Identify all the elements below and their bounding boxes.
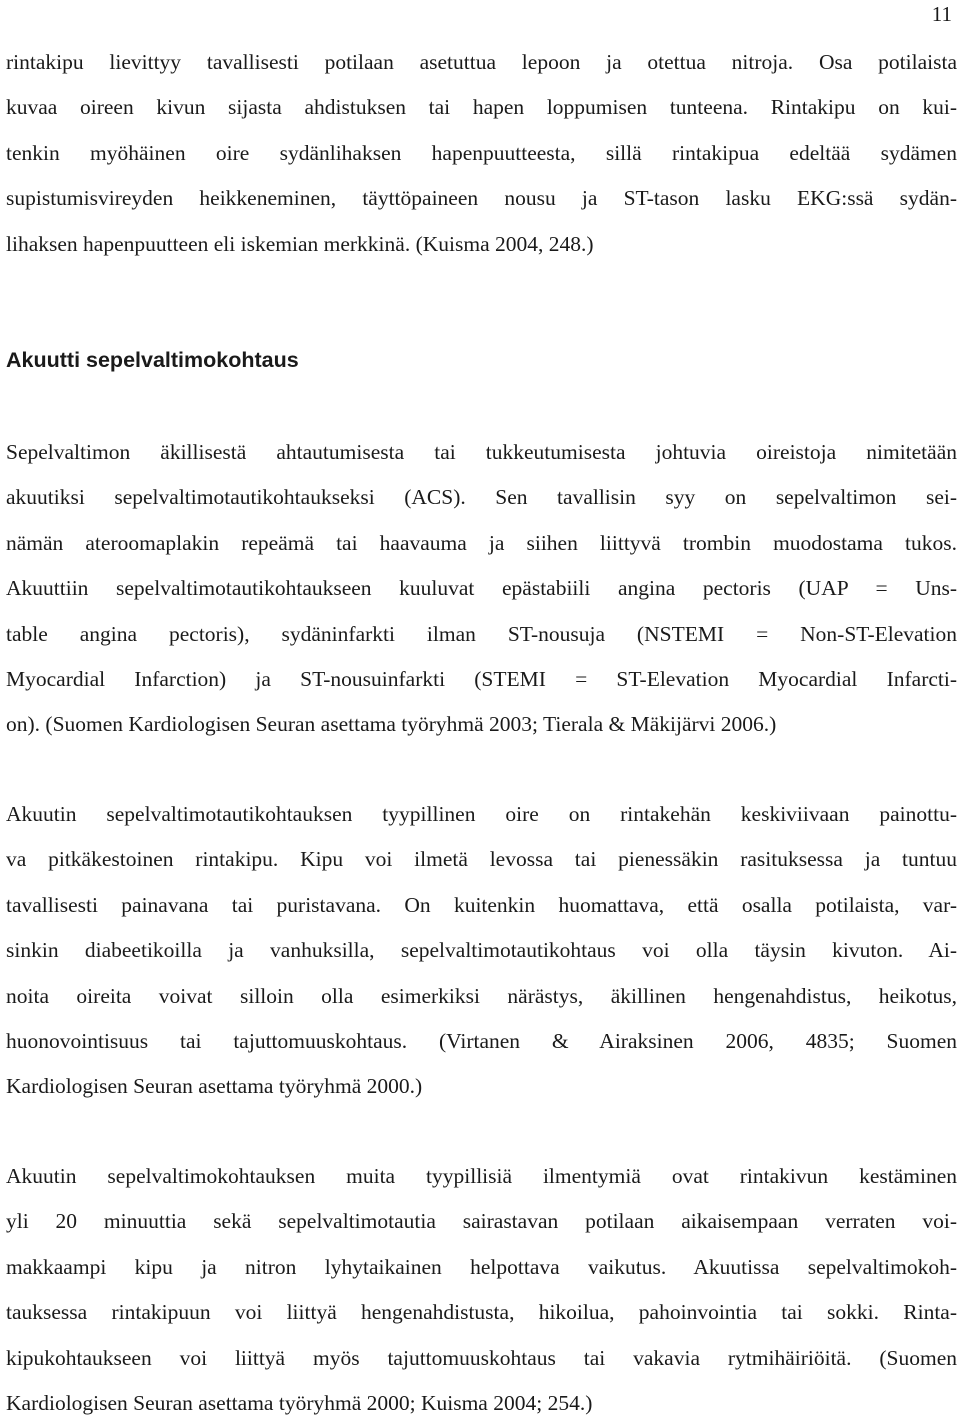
text-line: tenkin myöhäinen oire sydänlihaksen hapenpuutteesta, sillä rintakipua edeltää sydämen <box>6 140 957 165</box>
text-line: tavallisesti painavana tai puristavana. On kuitenkin huomattava, että osalla potilaista, var- <box>6 892 957 917</box>
text-line: table angina pectoris), sydäninfarkti ilman ST-nousuja (NSTEMI = Non-ST-Elevation <box>6 621 957 646</box>
text-line: supistumisvireyden heikkeneminen, täyttöpaineen nousu ja ST-tason lasku EKG:ssä sydän- <box>6 186 957 211</box>
paragraph-4 <box>6 1154 957 1426</box>
text-line: Myocardial Infarction) ja ST-nousuinfarkti (STEMI = ST-Elevation Myocardial Infarcti- <box>6 666 957 691</box>
page-number: 11 <box>931 2 952 26</box>
section-heading: Akuutti sepelvaltimokohtaus <box>6 348 299 372</box>
text-line: yli 20 minuuttia sekä sepelvaltimotautia sairastavan potilaan aikaisempaan verraten voi- <box>6 1209 957 1234</box>
text-line: kuvaa oireen kivun sijasta ahdistuksen tai hapen loppumisen tunteena. Rintakipu on kui- <box>6 95 957 120</box>
text-line: Sepelvaltimon äkillisestä ahtautumisesta tai tukkeutumisesta johtuvia oireistoja nimitetään <box>6 440 957 464</box>
text-line: tauksessa rintakipuun voi liittyä hengenahdistusta, hikoilua, pahoinvointia tai sokki. Rinta- <box>6 1300 957 1325</box>
paragraph-3 <box>6 792 957 1110</box>
text-line: Kardiologisen Seuran asettama työryhmä 2000.) <box>6 1074 423 1099</box>
text-line: Akuuttiin sepelvaltimotautikohtaukseen kuuluvat epästabiili angina pectoris (UAP = Uns- <box>6 576 957 601</box>
text-line: va pitkäkestoinen rintakipu. Kipu voi ilmetä levossa tai pienessäkin rasituksessa ja tuntuu <box>6 847 957 872</box>
text-line: Akuutin sepelvaltimotautikohtauksen tyypillinen oire on rintakehän keskiviivaan painottu- <box>6 802 957 826</box>
text-line: lihaksen hapenpuutteen eli iskemian merkkinä. (Kuisma 2004, 248.) <box>6 231 594 256</box>
text-line: on). (Suomen Kardiologisen Seuran asettama työryhmä 2003; Tierala & Mäkijärvi 2006.) <box>6 712 777 737</box>
text-line: Akuutin sepelvaltimokohtauksen muita tyypillisiä ilmentymiä ovat rintakivun kestäminen <box>6 1164 957 1188</box>
text-line: Kardiologisen Seuran asettama työryhmä 2000; Kuisma 2004; 254.) <box>6 1390 593 1415</box>
text-line: akuutiksi sepelvaltimotautikohtaukseksi (ACS). Sen tavallisin syy on sepelvaltimon sei- <box>6 485 957 510</box>
paragraph-2 <box>6 430 957 748</box>
text-line: rintakipu lievittyy tavallisesti potilaan asetuttua lepoon ja otettua nitroja. Osa potilaista <box>6 50 957 74</box>
text-line: nämän ateroomaplakin repeämä tai haavauma ja siihen liittyvä trombin muodostama tukos. <box>6 530 957 555</box>
text-line: huonovointisuus tai tajuttomuuskohtaus. (Virtanen & Airaksinen 2006, 4835; Suomen <box>6 1028 957 1053</box>
text-line: noita oireita voivat silloin olla esimerkiksi närästys, äkillinen hengenahdistus, heikotus, <box>6 983 957 1008</box>
text-line: sinkin diabeetikoilla ja vanhuksilla, sepelvaltimotautikohtaus voi olla täysin kivuton. Ai- <box>6 938 957 963</box>
text-line: kipukohtaukseen voi liittyä myös tajuttomuuskohtaus tai vakavia rytmihäiriöitä. (Suomen <box>6 1345 957 1370</box>
text-line: makkaampi kipu ja nitron lyhytaikainen helpottava vaikutus. Akuutissa sepelvaltimokoh- <box>6 1254 957 1279</box>
paragraph-1 <box>6 40 957 267</box>
